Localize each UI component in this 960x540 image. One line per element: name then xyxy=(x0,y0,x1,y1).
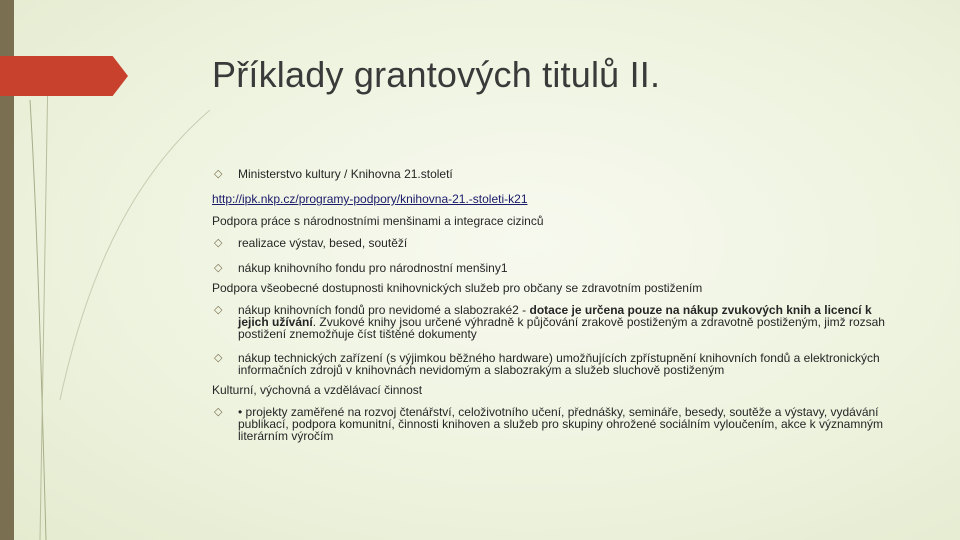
link-line xyxy=(212,193,902,205)
diamond-outline-icon: ◇ xyxy=(214,237,223,249)
bullet-text: Ministerstvo kultury / Knihovna 21.století xyxy=(238,167,453,181)
bullet-text: nákup technických zařízení (s výjimkou běžného hardware) umožňujících zpřístupnění knihovních fondů a elektronických informačních zdrojů v knihovnách nevidomým a slabozrakým a služeb sluchově postiženým xyxy=(238,351,880,377)
section-heading: Podpora všeobecné dostupnosti knihovnických služeb pro občany se zdravotním postižením xyxy=(212,281,703,295)
diamond-outline-icon: ◇ xyxy=(214,406,223,418)
page-title: Příklady grantových titulů II. xyxy=(212,54,661,95)
program-link[interactable]: http://ipk.nkp.cz/programy-podpory/knihovna-21.-stoleti-k21 xyxy=(212,192,528,206)
slide-content xyxy=(212,168,902,442)
title-accent-arrow xyxy=(0,56,128,96)
list-item xyxy=(212,237,902,249)
section-heading: Kulturní, výchovná a vzdělávací činnost xyxy=(212,383,423,397)
bullet-text: • projekty zaměřené na rozvoj čtenářství, celoživotního učení, přednášky, semináře, besedy, soutěže a výstavy, vydávání publikací, podpora komunitní, činnosti knihoven a služeb pro skupiny ohrožené sociálním vyloučením, akce k významným literárním výročím xyxy=(238,405,883,443)
bullet-text: realizace výstav, besed, soutěží xyxy=(238,236,408,250)
list-item xyxy=(212,406,902,442)
bullet-text-rest: . Zvukové knihy jsou určené výhradně k půjčování zrakově postiženým a zdravotně postiženým, jimž rozsah postižení znemožňuje číst tištěné dokumenty xyxy=(238,315,885,341)
list-item xyxy=(212,168,902,180)
list-item xyxy=(212,352,902,376)
bullet-text-bold: dotace je určena pouze na nákup zvukových knih a licencí k jejich užívání xyxy=(238,303,872,329)
list-item xyxy=(212,304,902,340)
bullet-text xyxy=(238,303,885,341)
diamond-outline-icon: ◇ xyxy=(214,168,223,180)
diamond-outline-icon: ◇ xyxy=(214,262,223,274)
diamond-outline-icon: ◇ xyxy=(214,352,223,364)
list-item xyxy=(212,262,902,274)
diamond-outline-icon: ◇ xyxy=(214,304,223,316)
section-heading: Podpora práce s národnostními menšinami a integrace cizinců xyxy=(212,214,544,228)
bullet-text: nákup knihovního fondu pro národnostní menšiny1 xyxy=(238,261,508,275)
bullet-text-plain: nákup knihovních fondů pro nevidomé a slabozraké2 - xyxy=(238,303,530,317)
